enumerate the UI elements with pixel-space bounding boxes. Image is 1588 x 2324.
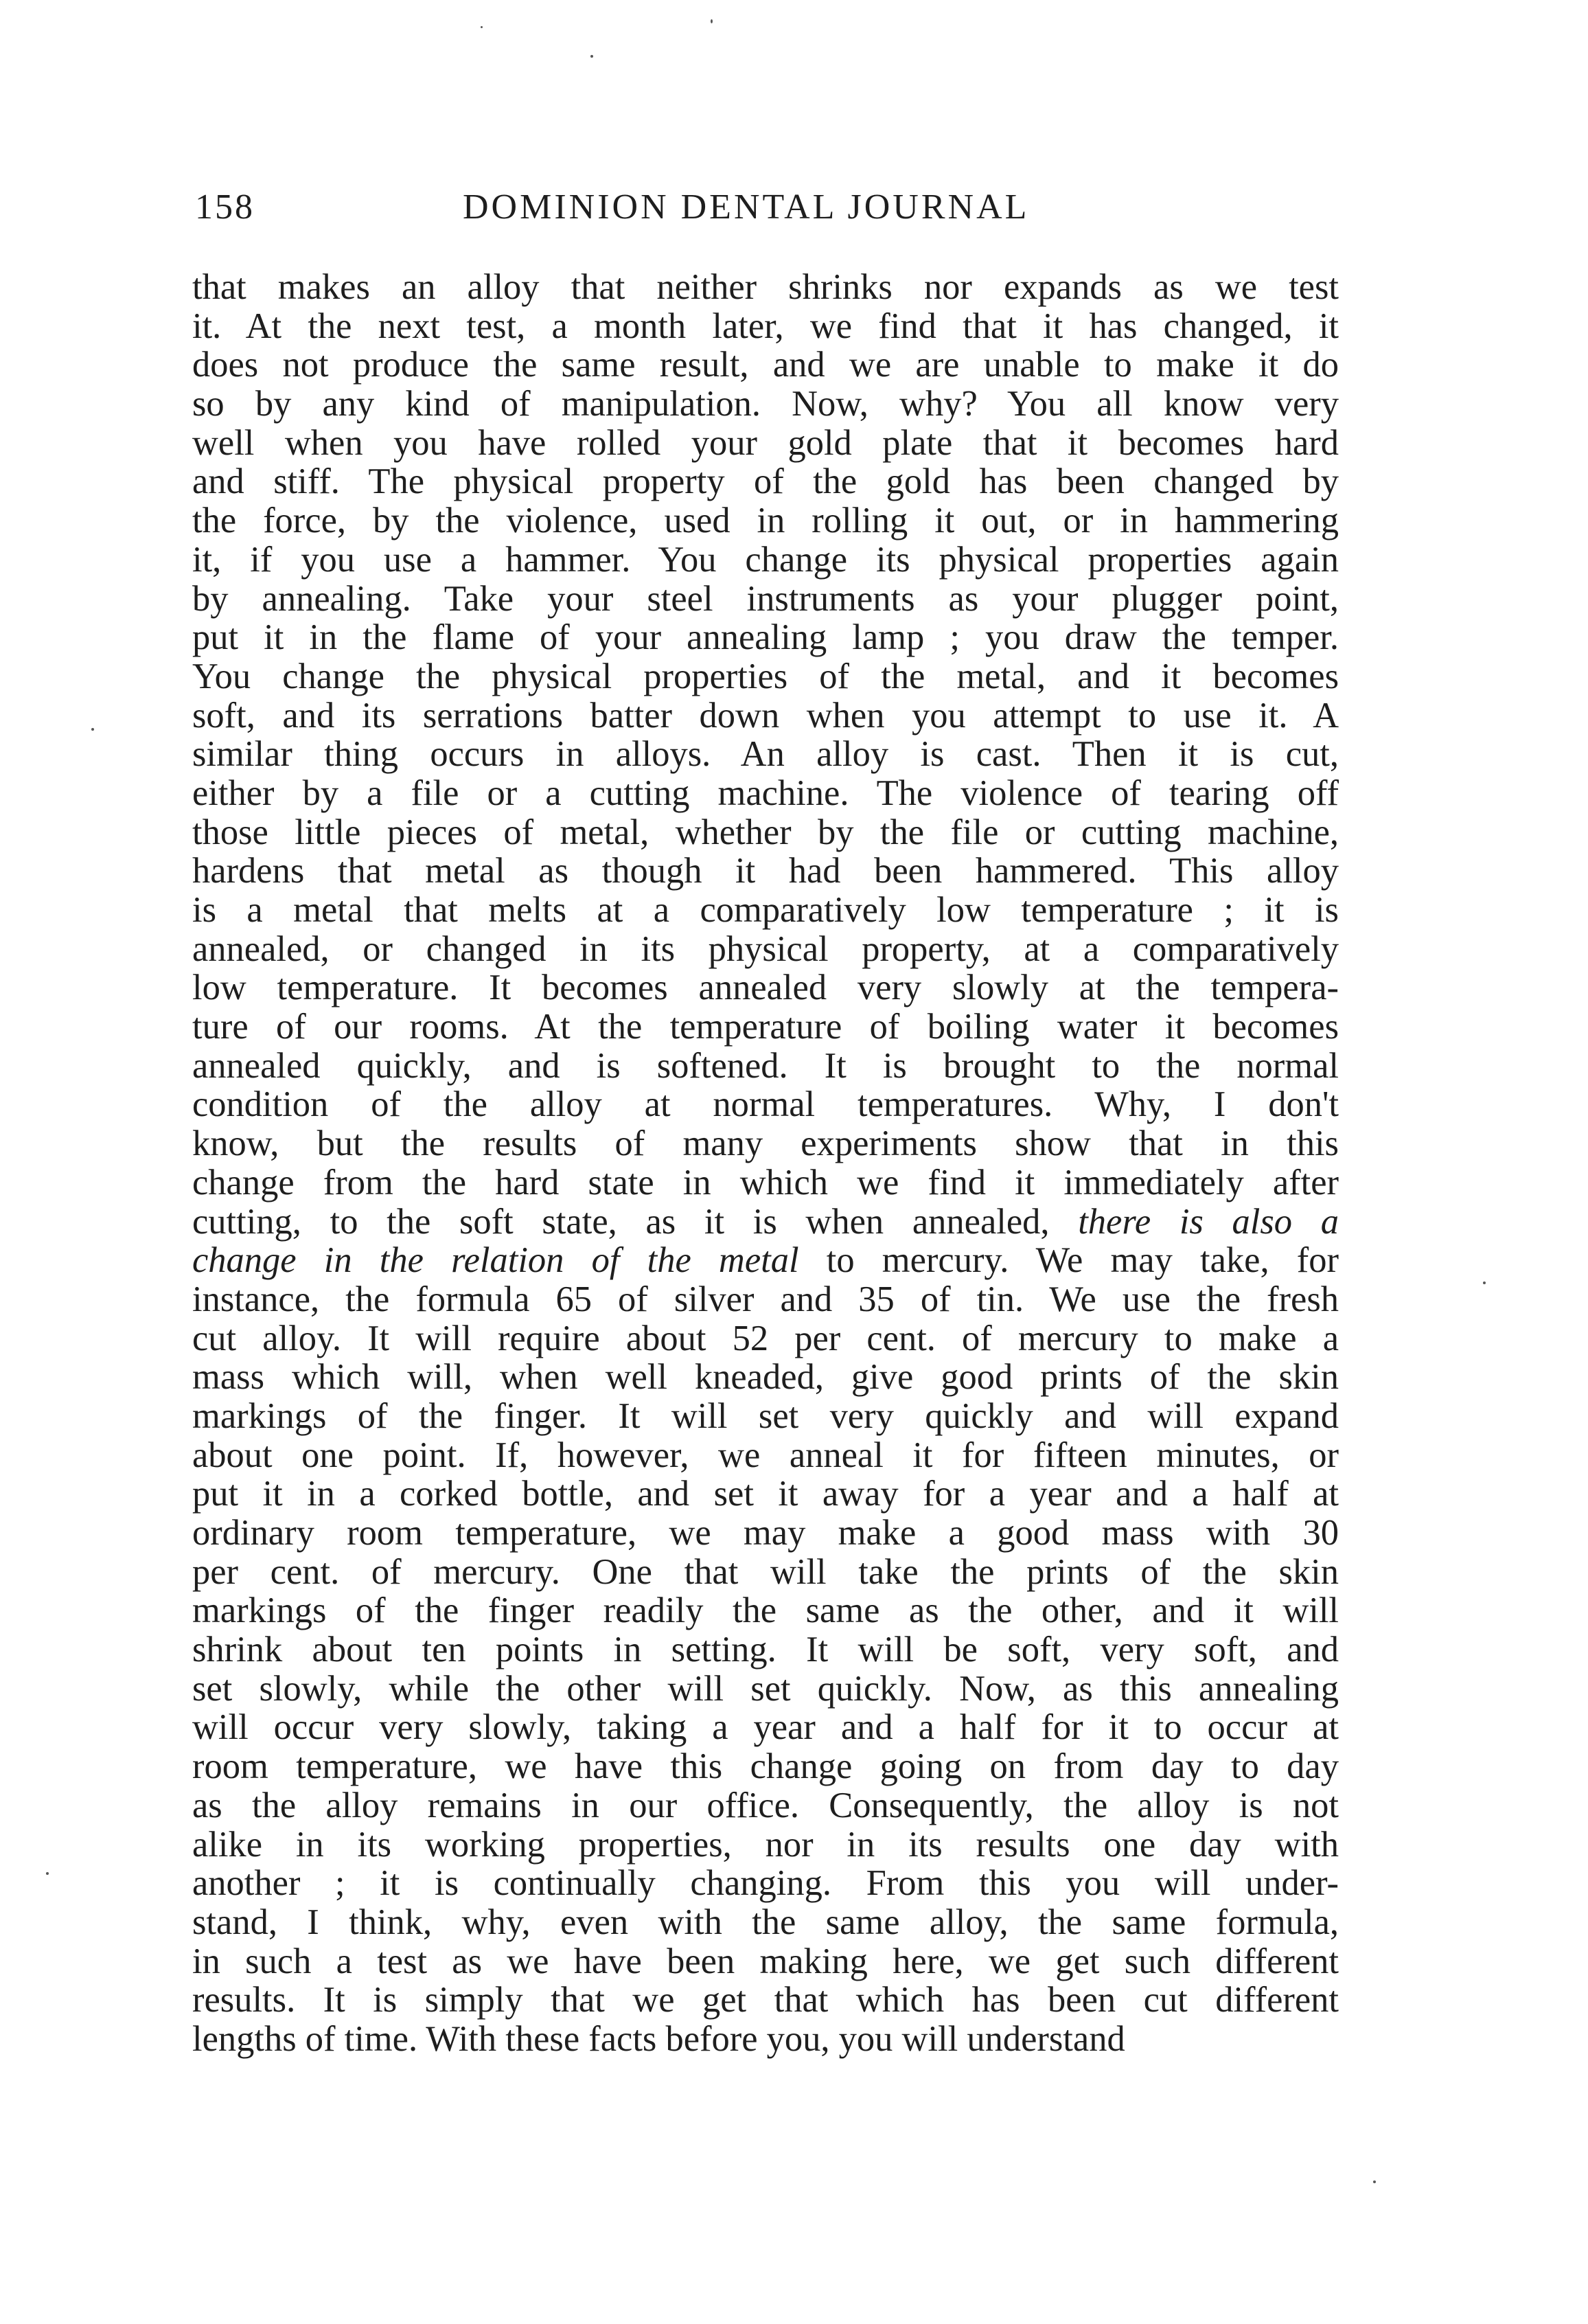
line-text: mass which will, when well kneaded, give good prints of the skin	[192, 1357, 1339, 1398]
text-line	[192, 1786, 1339, 1825]
text-line	[192, 735, 1339, 774]
line-text: to mercury. We may take, for	[798, 1240, 1339, 1281]
line-text: markings of the finger. It will set very quickly and will expand	[192, 1395, 1339, 1436]
line-text: similar thing occurs in alloys. An alloy is cast. Then it is cut,	[192, 734, 1339, 775]
text-line	[192, 1124, 1339, 1163]
text-line	[192, 345, 1339, 385]
line-text: it, if you use a hammer. You change its physical properties again	[192, 539, 1339, 580]
text-line	[192, 1747, 1339, 1786]
line-text: annealed quickly, and is softened. It is brought to the normal	[192, 1045, 1339, 1086]
line-text: put it in the flame of your annealing lamp ; you draw the temper.	[192, 617, 1339, 658]
line-text: so by any kind of manipulation. Now, why? You all know very	[192, 384, 1339, 424]
text-line	[192, 657, 1339, 696]
text-line	[192, 1047, 1339, 1086]
line-text: put it in a corked bottle, and set it away for a year and a half at	[192, 1474, 1339, 1514]
line-text: as the alloy remains in our office. Consequently, the alloy is not	[192, 1785, 1339, 1825]
line-text: hardens that metal as though it had been hammered. This alloy	[192, 851, 1339, 891]
print-speck	[91, 728, 94, 731]
text-line	[192, 696, 1339, 736]
line-text: per cent. of mercury. One that will take the prints of the skin	[192, 1551, 1339, 1592]
line-text: in such a test as we have been making here, we get such different	[192, 1941, 1339, 1981]
line-text: lengths of time. With these facts before you, you will understand	[192, 2018, 1125, 2059]
text-line	[192, 1708, 1339, 1747]
text-line	[192, 2020, 1339, 2059]
text-line	[192, 580, 1339, 619]
text-line	[192, 1358, 1339, 1397]
text-line	[192, 1203, 1339, 1242]
text-line	[192, 891, 1339, 930]
line-text: alike in its working properties, nor in its results one day with	[192, 1824, 1339, 1865]
print-speck	[1483, 1281, 1486, 1284]
line-text: another ; it is continually changing. From this you will under-	[192, 1863, 1339, 1904]
text-line	[192, 1591, 1339, 1630]
line-text: instance, the formula 65 of silver and 35 of tin. We use the fresh	[192, 1279, 1339, 1319]
line-text: stand, I think, why, even with the same alloy, the same formula,	[192, 1902, 1339, 1942]
print-speck	[46, 1872, 49, 1875]
page-number: 158	[195, 187, 255, 227]
line-text: those little pieces of metal, whether by the file or cutting machine,	[192, 812, 1339, 852]
text-line	[192, 930, 1339, 969]
text-line	[192, 1981, 1339, 2020]
text-line	[192, 1514, 1339, 1553]
text-line	[192, 1864, 1339, 1903]
print-speck	[481, 26, 483, 28]
text-line	[192, 1241, 1339, 1280]
text-line	[192, 618, 1339, 657]
text-line	[192, 1670, 1339, 1709]
line-text: room temperature, we have this change going on from day to day	[192, 1746, 1339, 1787]
line-text: cut alloy. It will require about 52 per cent. of mercury to make a	[192, 1318, 1339, 1358]
text-line	[192, 462, 1339, 501]
text-line	[192, 1942, 1339, 1981]
text-line	[192, 774, 1339, 813]
text-line	[192, 1280, 1339, 1319]
line-text: ture of our rooms. At the temperature of boiling water it becomes	[192, 1007, 1339, 1047]
line-text: the force, by the violence, used in rolling it out, or in hammering	[192, 501, 1339, 541]
text-line	[192, 424, 1339, 463]
line-text: ordinary room temperature, we may make a good mass with 30	[192, 1513, 1339, 1553]
line-text: annealed, or changed in its physical property, at a comparatively	[192, 929, 1339, 969]
text-line	[192, 501, 1339, 540]
running-head: DOMINION DENTAL JOURNAL	[463, 187, 1030, 227]
text-line	[192, 1085, 1339, 1124]
text-line	[192, 968, 1339, 1007]
line-text: change from the hard state in which we find it immediately after	[192, 1162, 1339, 1203]
line-text: that makes an alloy that neither shrinks nor expands as we test	[192, 267, 1339, 307]
text-line	[192, 1474, 1339, 1514]
line-text: results. It is simply that we get that which has been cut different	[192, 1980, 1339, 2020]
text-line	[192, 1436, 1339, 1475]
line-text: shrink about ten points in setting. It will be soft, very soft, and	[192, 1630, 1339, 1670]
line-text: does not produce the same result, and we are unable to make it do	[192, 345, 1339, 385]
print-speck	[1373, 2180, 1376, 2183]
text-line	[192, 1553, 1339, 1592]
line-text: condition of the alloy at normal temperatures. Why, I don't	[192, 1084, 1339, 1125]
text-line	[192, 1825, 1339, 1865]
page-header	[195, 180, 1362, 235]
italic-emphasis: change in the relation of the metal	[192, 1240, 799, 1281]
text-line	[192, 307, 1339, 346]
text-line	[192, 852, 1339, 891]
line-text: low temperature. It becomes annealed very slowly at the tempera-	[192, 968, 1339, 1008]
line-text: You change the physical properties of the metal, and it becomes	[192, 656, 1339, 696]
line-text: know, but the results of many experiments show that in this	[192, 1124, 1339, 1164]
text-line	[192, 385, 1339, 424]
line-text: either by a file or a cutting machine. The violence of tearing off	[192, 773, 1339, 813]
line-text: about one point. If, however, we anneal it for fifteen minutes, or	[192, 1435, 1339, 1475]
text-line	[192, 268, 1339, 307]
print-speck	[711, 19, 713, 23]
line-text: and stiff. The physical property of the gold has been changed by	[192, 462, 1339, 502]
text-line	[192, 1163, 1339, 1203]
body-text	[192, 268, 1339, 2059]
text-line	[192, 1007, 1339, 1047]
line-text: soft, and its serrations batter down when you attempt to use it. A	[192, 695, 1339, 736]
line-text: is a metal that melts at a comparatively low temperature ; it is	[192, 890, 1339, 930]
line-text: set slowly, while the other will set quickly. Now, as this annealing	[192, 1668, 1339, 1709]
line-text: will occur very slowly, taking a year and a half for it to occur at	[192, 1707, 1339, 1748]
text-line	[192, 1319, 1339, 1358]
line-text: cutting, to the soft state, as it is when annealed,	[192, 1201, 1079, 1242]
text-line	[192, 1397, 1339, 1436]
line-text: by annealing. Take your steel instruments as your plugger point,	[192, 578, 1339, 619]
text-line	[192, 1630, 1339, 1670]
text-line	[192, 813, 1339, 852]
italic-emphasis: there is also a	[1078, 1201, 1339, 1242]
line-text: well when you have rolled your gold plate that it becomes hard	[192, 422, 1339, 463]
line-text: markings of the finger readily the same as the other, and it will	[192, 1591, 1339, 1631]
line-text: it. At the next test, a month later, we find that it has changed, it	[192, 306, 1339, 346]
text-line	[192, 1903, 1339, 1942]
text-line	[192, 540, 1339, 580]
print-speck	[590, 55, 593, 58]
